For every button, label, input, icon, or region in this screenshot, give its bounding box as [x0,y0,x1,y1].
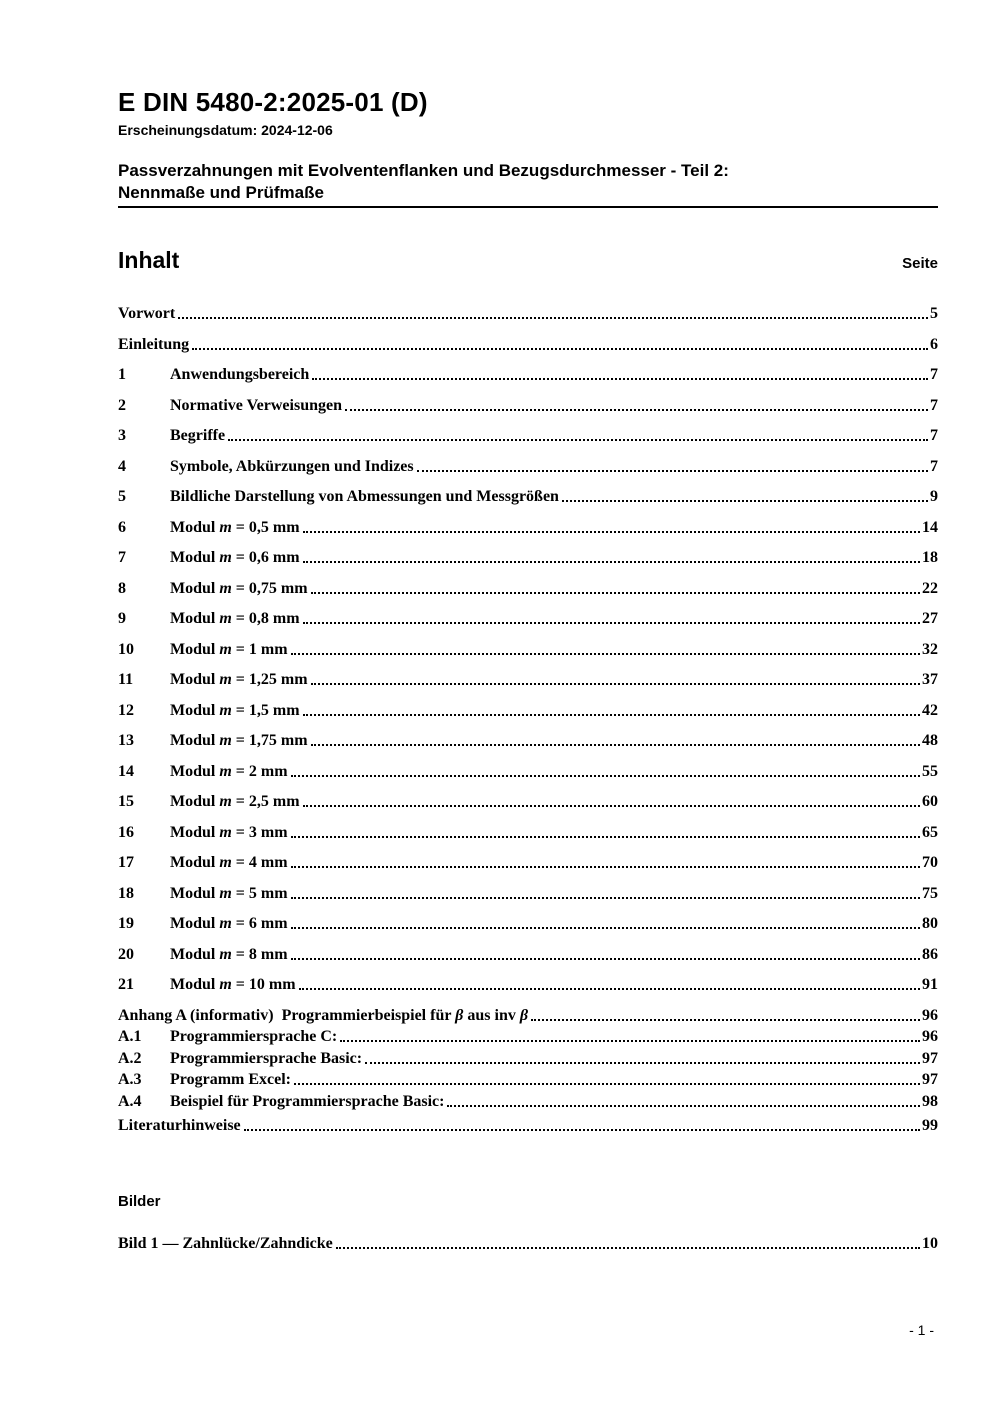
toc-entry-title: Programmiersprache C: [170,1028,338,1045]
toc-entry[interactable] [118,947,938,963]
toc-entry-title: Beispiel für Programmiersprache Basic: [170,1092,445,1110]
toc-entry-number: A.3 [118,1071,142,1088]
toc-entry-title: Modul m = 10 mm [170,976,296,993]
page-number-footer: - 1 - [909,1322,934,1338]
publication-date: Erscheinungsdatum: 2024-12-06 [118,122,333,138]
toc-entry[interactable] [118,703,938,719]
dot-leader [311,744,920,746]
toc-entry-title: Modul m = 3 mm [170,823,288,841]
toc-entry[interactable] [118,306,938,322]
toc-entry-page: 7 [930,366,938,383]
toc-entry-title: Bild 1 — Zahnlücke/Zahndicke [118,1234,333,1252]
toc-entry-number: 15 [118,793,134,810]
toc-entry-number: 6 [118,518,126,536]
toc-entry-page: 48 [922,732,938,749]
toc-entry-number: 14 [118,762,134,780]
dot-leader [228,439,928,441]
document-title [118,160,938,204]
toc-entry-page: 70 [922,854,938,871]
dot-leader [303,531,920,533]
dot-leader [531,1019,920,1021]
toc-entry-title: Normative Verweisungen [170,396,342,414]
toc-entry[interactable] [118,855,938,871]
toc-entry-title: Modul m = 4 mm [170,854,288,871]
toc-entry[interactable] [118,337,938,353]
toc-entry-title: Bildliche Darstellung von Abmessungen und Messgrößen [170,488,559,505]
dot-leader [291,866,920,868]
dot-leader [299,988,920,990]
title-rule [118,206,938,208]
toc-entry-page: 18 [922,549,938,566]
toc-entry-page: 80 [922,915,938,932]
dot-leader [365,1062,920,1064]
toc-entry-title: Modul m = 0,5 mm [170,518,300,536]
toc-entry-page: 98 [922,1092,938,1110]
toc-entry-title: Modul m = 1,5 mm [170,701,300,719]
toc-entry-number: 16 [118,823,134,841]
toc-entry-page: 37 [922,671,938,688]
toc-entry[interactable] [118,1051,938,1067]
toc-entry-number: A.4 [118,1092,142,1110]
toc-entry-page: 60 [922,793,938,810]
page-column-label: Seite [902,255,938,272]
toc-list-chapters [118,367,938,993]
toc-entry[interactable] [118,825,938,841]
toc-entry-number: 1 [118,366,126,383]
toc-entry-number: 8 [118,579,126,597]
toc-entry[interactable] [118,1029,938,1045]
toc-entry[interactable] [118,764,938,780]
toc-entry-title: Modul m = 1,25 mm [170,671,308,688]
toc-entry[interactable] [118,550,938,566]
toc-entry-page: 99 [922,1116,938,1134]
toc-heading: Inhalt [118,247,180,273]
dot-leader [291,958,920,960]
toc-entry-page: 75 [922,884,938,902]
toc-entry-number: A.1 [118,1028,142,1045]
dot-leader [340,1040,920,1042]
dot-leader [291,653,920,655]
toc-entry-page: 32 [922,640,938,658]
toc-entry-page: 5 [930,305,938,322]
toc-entry[interactable] [118,886,938,902]
dot-leader [291,775,920,777]
toc-entry-page: 97 [922,1071,938,1088]
toc-entry-number: 12 [118,701,134,719]
toc-entry[interactable] [118,611,938,627]
toc-entry[interactable] [118,1236,938,1252]
toc-entry-number: 13 [118,732,134,749]
toc-entry[interactable] [118,489,938,505]
toc-entry-title: Programmiersprache Basic: [170,1049,363,1067]
dot-leader [562,500,928,502]
toc-entry[interactable] [118,1094,938,1110]
toc-entry[interactable] [118,1118,938,1134]
toc-entry-number: 10 [118,640,134,658]
dot-leader [291,927,920,929]
toc-entry-page: 10 [922,1234,938,1252]
toc-entry-title: Einleitung [118,335,190,353]
figures-list [118,1236,938,1252]
dot-leader [345,409,928,411]
toc-entry-title: Modul m = 0,8 mm [170,610,300,627]
toc-entry-title: Anhang A (informativ) Programmierbeispiel für β aus inv β [118,1006,529,1024]
toc-entry[interactable] [118,459,938,475]
toc-entry-number: 9 [118,610,126,627]
toc-entry-page: 86 [922,945,938,963]
dot-leader [303,805,920,807]
toc-entry-page: 96 [922,1028,938,1045]
toc-entry[interactable] [118,916,938,932]
dot-leader [311,592,920,594]
toc-entry-page: 7 [930,396,938,414]
toc-entry-title: Modul m = 2,5 mm [170,793,300,810]
dot-leader [291,897,920,899]
dot-leader [417,470,928,472]
toc-entry-title: Vorwort [118,305,176,322]
toc-header-row [118,248,938,272]
toc-entry-title: Modul m = 1 mm [170,640,288,658]
toc-entry-number: 4 [118,457,126,475]
toc-entry-title: Begriffe [170,427,226,444]
document-title-line-2: Nennmaße und Prüfmaße [118,183,324,202]
toc-entry-page: 96 [922,1006,938,1024]
toc-entry-number: 17 [118,854,134,871]
toc-entry-number: 7 [118,549,126,566]
dot-leader [291,836,920,838]
toc-entry[interactable] [118,581,938,597]
toc-entry-page: 91 [922,976,938,993]
toc-list-annex [118,1008,938,1110]
toc-entry-title: Modul m = 0,6 mm [170,549,300,566]
dot-leader [294,1083,920,1085]
table-of-contents [118,306,938,1134]
dot-leader [244,1129,920,1131]
dot-leader [303,714,920,716]
toc-entry-title: Programm Excel: [170,1071,291,1088]
toc-entry[interactable] [118,1072,938,1088]
toc-entry-title: Literaturhinweise [118,1116,241,1134]
toc-entry[interactable] [118,1008,938,1024]
toc-entry[interactable] [118,977,938,993]
toc-entry-page: 7 [930,427,938,444]
toc-entry-title: Modul m = 5 mm [170,884,288,902]
document-title-line-1: Passverzahnungen mit Evolventenflanken und Bezugsdurchmesser - Teil 2: [118,161,729,180]
toc-entry[interactable] [118,428,938,444]
toc-entry-number: 19 [118,915,134,932]
dot-leader [192,348,928,350]
toc-entry-number: 11 [118,671,134,688]
dot-leader [303,622,920,624]
toc-entry-number: 21 [118,976,134,993]
toc-entry-page: 22 [922,579,938,597]
dot-leader [447,1105,920,1107]
toc-list-front [118,306,938,353]
toc-entry[interactable] [118,672,938,688]
dot-leader [178,317,928,319]
toc-entry-page: 97 [922,1049,938,1067]
toc-entry-title: Modul m = 8 mm [170,945,288,963]
toc-list-back [118,1118,938,1134]
toc-entry-title: Anwendungsbereich [170,366,310,383]
content-column [118,0,938,1266]
toc-entry-title: Modul m = 6 mm [170,915,288,932]
toc-entry-page: 65 [922,823,938,841]
toc-entry-page: 42 [922,701,938,719]
toc-entry[interactable] [118,398,938,414]
toc-entry-number: A.2 [118,1049,142,1067]
toc-entry[interactable] [118,520,938,536]
toc-entry-number: 2 [118,396,126,414]
toc-entry-page: 27 [922,610,938,627]
dot-leader [303,561,920,563]
toc-entry-number: 3 [118,427,126,444]
toc-entry-number: 20 [118,945,134,963]
toc-entry-page: 14 [922,518,938,536]
toc-entry-page: 6 [930,335,938,353]
figures-heading: Bilder [118,1192,161,1210]
dot-leader [312,378,928,380]
toc-entry[interactable] [118,733,938,749]
toc-entry-page: 9 [930,488,938,505]
toc-entry-number: 18 [118,884,134,902]
dot-leader [311,683,920,685]
toc-entry[interactable] [118,367,938,383]
toc-entry[interactable] [118,794,938,810]
toc-entry-title: Modul m = 0,75 mm [170,579,308,597]
dot-leader [336,1247,920,1249]
toc-entry-page: 7 [930,457,938,475]
toc-entry[interactable] [118,642,938,658]
toc-entry-title: Symbole, Abkürzungen und Indizes [170,457,414,475]
toc-entry-number: 5 [118,488,126,505]
toc-entry-page: 55 [922,762,938,780]
document-id: E DIN 5480-2:2025-01 (D) [118,87,428,117]
toc-entry-title: Modul m = 1,75 mm [170,732,308,749]
toc-entry-title: Modul m = 2 mm [170,762,288,780]
